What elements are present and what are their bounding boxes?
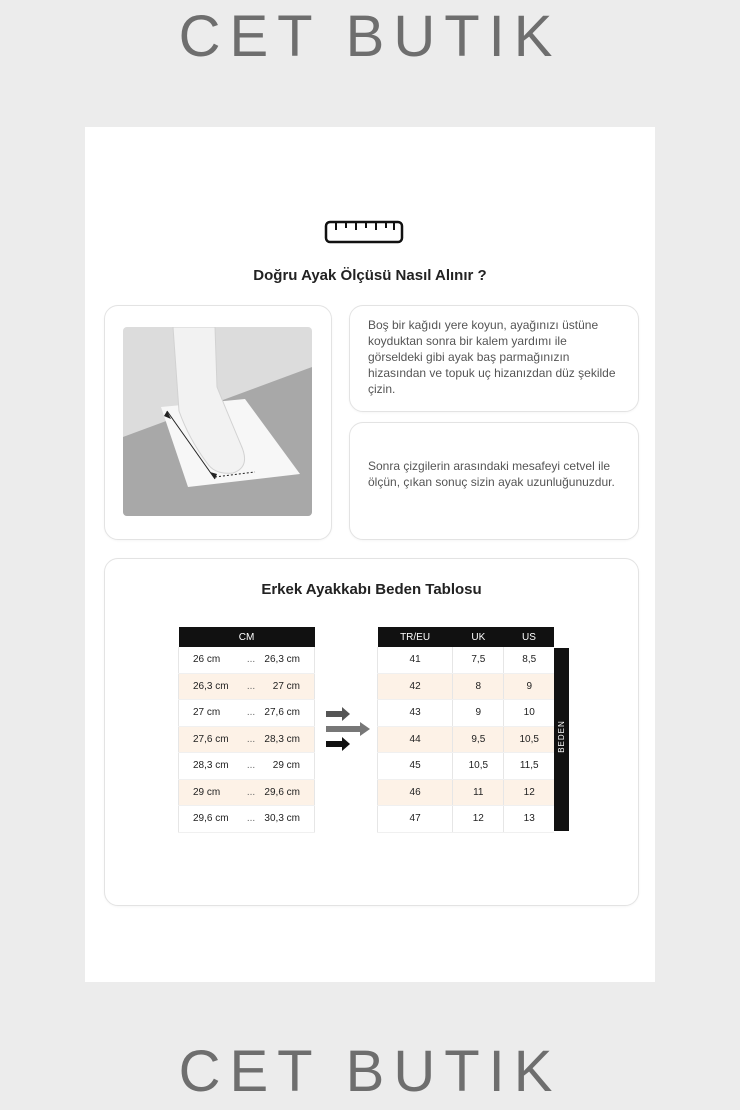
- cm-from: 27 cm: [179, 700, 244, 727]
- size-guide-card: [85, 127, 655, 982]
- size-chart-title: Erkek Ayakkabı Beden Tablosu: [261, 581, 482, 598]
- step-2-box: [349, 422, 639, 540]
- brand-title-bottom: CET BUTIK: [178, 1039, 562, 1104]
- size-row: [378, 700, 555, 727]
- cm-from: 27,6 cm: [179, 726, 244, 753]
- cm-separator: ...: [243, 673, 259, 700]
- cm-from: 28,3 cm: [179, 753, 244, 780]
- cm-row: [179, 647, 315, 673]
- measure-guide-heading: Doğru Ayak Ölçüsü Nasıl Alınır ?: [253, 267, 487, 284]
- size-us: 11,5: [504, 753, 554, 780]
- size-uk: 11: [453, 779, 504, 806]
- cm-separator: ...: [243, 779, 259, 806]
- cm-from: 26 cm: [179, 647, 244, 673]
- size-uk: 7,5: [453, 647, 504, 673]
- cm-separator: ...: [243, 806, 259, 833]
- cm-row: [179, 753, 315, 780]
- cm-to: 26,3 cm: [259, 647, 315, 673]
- cm-row: [179, 779, 315, 806]
- step-1-text: Boş bir kağıdı yere koyun, ayağınızı üstüne koyduktan sonra bir kalem yardımı ile görseldeki gibi ayak baş parmağınızın hizasından ve topuk uç hizanızdan düz şekilde çizin.: [368, 318, 616, 396]
- size-eu: 41: [378, 647, 453, 673]
- cm-row: [179, 700, 315, 727]
- size-us: 8,5: [504, 647, 554, 673]
- size-header-eu: TR/EU: [378, 627, 453, 647]
- cm-table: [178, 627, 315, 833]
- brand-title-top: CET BUTIK: [178, 4, 562, 69]
- cm-to: 27,6 cm: [259, 700, 315, 727]
- cm-separator: ...: [243, 700, 259, 727]
- size-eu: 44: [378, 726, 453, 753]
- size-header-us: US: [504, 627, 554, 647]
- size-eu: 46: [378, 779, 453, 806]
- cm-from: 26,3 cm: [179, 673, 244, 700]
- beden-label: BEDEN: [557, 720, 566, 753]
- foot-measure-image: [123, 327, 312, 516]
- size-chart-box: [104, 558, 639, 906]
- size-row: [378, 726, 555, 753]
- size-row: [378, 673, 555, 700]
- cm-row: [179, 806, 315, 833]
- size-row: [378, 753, 555, 780]
- cm-to: 27 cm: [259, 673, 315, 700]
- size-us: 10,5: [504, 726, 554, 753]
- step-2-text: Sonra çizgilerin arasındaki mesafeyi cetvel ile ölçün, çıkan sonuç sizin ayak uzunluğunuzdur.: [368, 459, 615, 489]
- beden-side-bar: [554, 648, 569, 831]
- step-1-box: [349, 305, 639, 412]
- foot-image-box: [104, 305, 332, 540]
- cm-from: 29,6 cm: [179, 806, 244, 833]
- size-uk: 10,5: [453, 753, 504, 780]
- cm-separator: ...: [243, 753, 259, 780]
- size-row: [378, 806, 555, 833]
- size-table: [377, 627, 554, 833]
- size-us: 13: [504, 806, 554, 833]
- size-row: [378, 779, 555, 806]
- cm-to: 28,3 cm: [259, 726, 315, 753]
- size-us: 12: [504, 779, 554, 806]
- size-eu: 47: [378, 806, 453, 833]
- cm-header: CM: [179, 627, 315, 647]
- cm-row: [179, 673, 315, 700]
- cm-from: 29 cm: [179, 779, 244, 806]
- cm-row: [179, 726, 315, 753]
- size-eu: 43: [378, 700, 453, 727]
- size-us: 9: [504, 673, 554, 700]
- size-uk: 8: [453, 673, 504, 700]
- size-header-uk: UK: [453, 627, 504, 647]
- cm-to: 30,3 cm: [259, 806, 315, 833]
- cm-separator: ...: [243, 647, 259, 673]
- size-eu: 42: [378, 673, 453, 700]
- arrow-right-icon: [324, 705, 374, 755]
- size-eu: 45: [378, 753, 453, 780]
- cm-to: 29,6 cm: [259, 779, 315, 806]
- cm-separator: ...: [243, 726, 259, 753]
- size-uk: 9,5: [453, 726, 504, 753]
- size-row: [378, 647, 555, 673]
- cm-to: 29 cm: [259, 753, 315, 780]
- size-uk: 9: [453, 700, 504, 727]
- size-us: 10: [504, 700, 554, 727]
- ruler-icon: [324, 219, 404, 245]
- size-uk: 12: [453, 806, 504, 833]
